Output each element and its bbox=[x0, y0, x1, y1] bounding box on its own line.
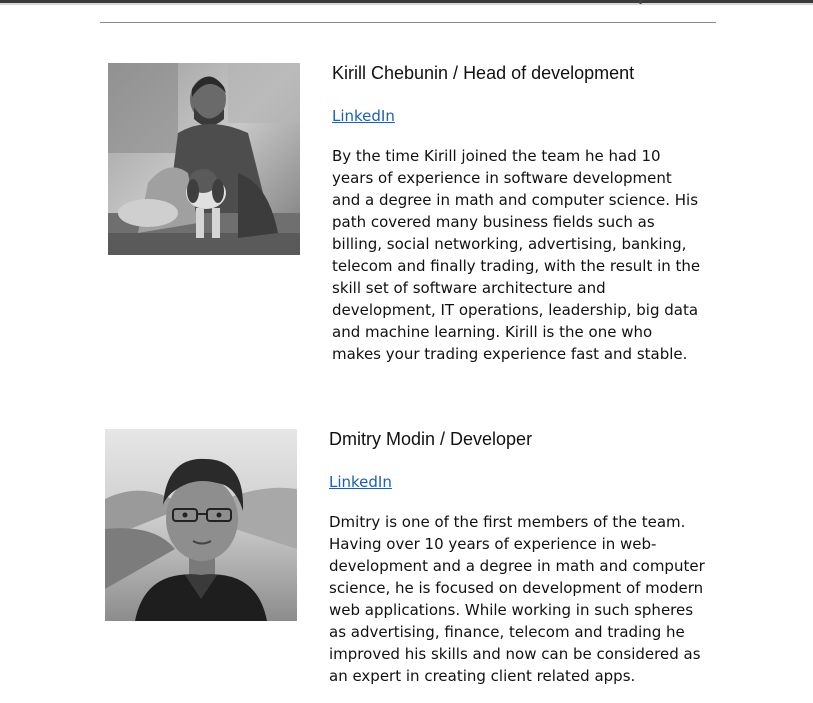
member-bio: By the time Kirill joined the team he had 10 years of experience in software development and a degree in math and computer science. His path covered many business fields such as billing, social networking, advertising, banking, telecom and finally trading, with the result in the skill set of software architecture and development, IT operations, leadership, big data and machine learning. Kirill is the one who makes your trading experience fast and stable. bbox=[332, 147, 701, 363]
dmitry-info bbox=[329, 428, 711, 687]
dmitry-photo bbox=[105, 429, 297, 621]
linkedin-link[interactable]: LinkedIn bbox=[332, 107, 395, 125]
clipped-heading-glyph bbox=[637, 0, 645, 5]
member-name: Dmitry Modin / Developer bbox=[329, 429, 533, 449]
kirill-photo bbox=[108, 63, 300, 255]
window-top-shadow bbox=[0, 3, 813, 5]
member-name: Kirill Chebunin / Head of development bbox=[332, 63, 635, 83]
section-divider bbox=[100, 22, 716, 23]
kirill-photo-image bbox=[108, 63, 300, 255]
member-bio: Dmitry is one of the first members of the team. Having over 10 years of experience in web-development and a degree in math and computer science, he is focused on development of modern web applications. While working in such spheres as advertising, finance, telecom and trading he improved his skills and now can be considered as an expert in creating client related apps. bbox=[329, 513, 705, 685]
kirill-info bbox=[332, 62, 704, 365]
dmitry-photo-image bbox=[105, 429, 297, 621]
linkedin-link[interactable]: LinkedIn bbox=[329, 473, 392, 491]
